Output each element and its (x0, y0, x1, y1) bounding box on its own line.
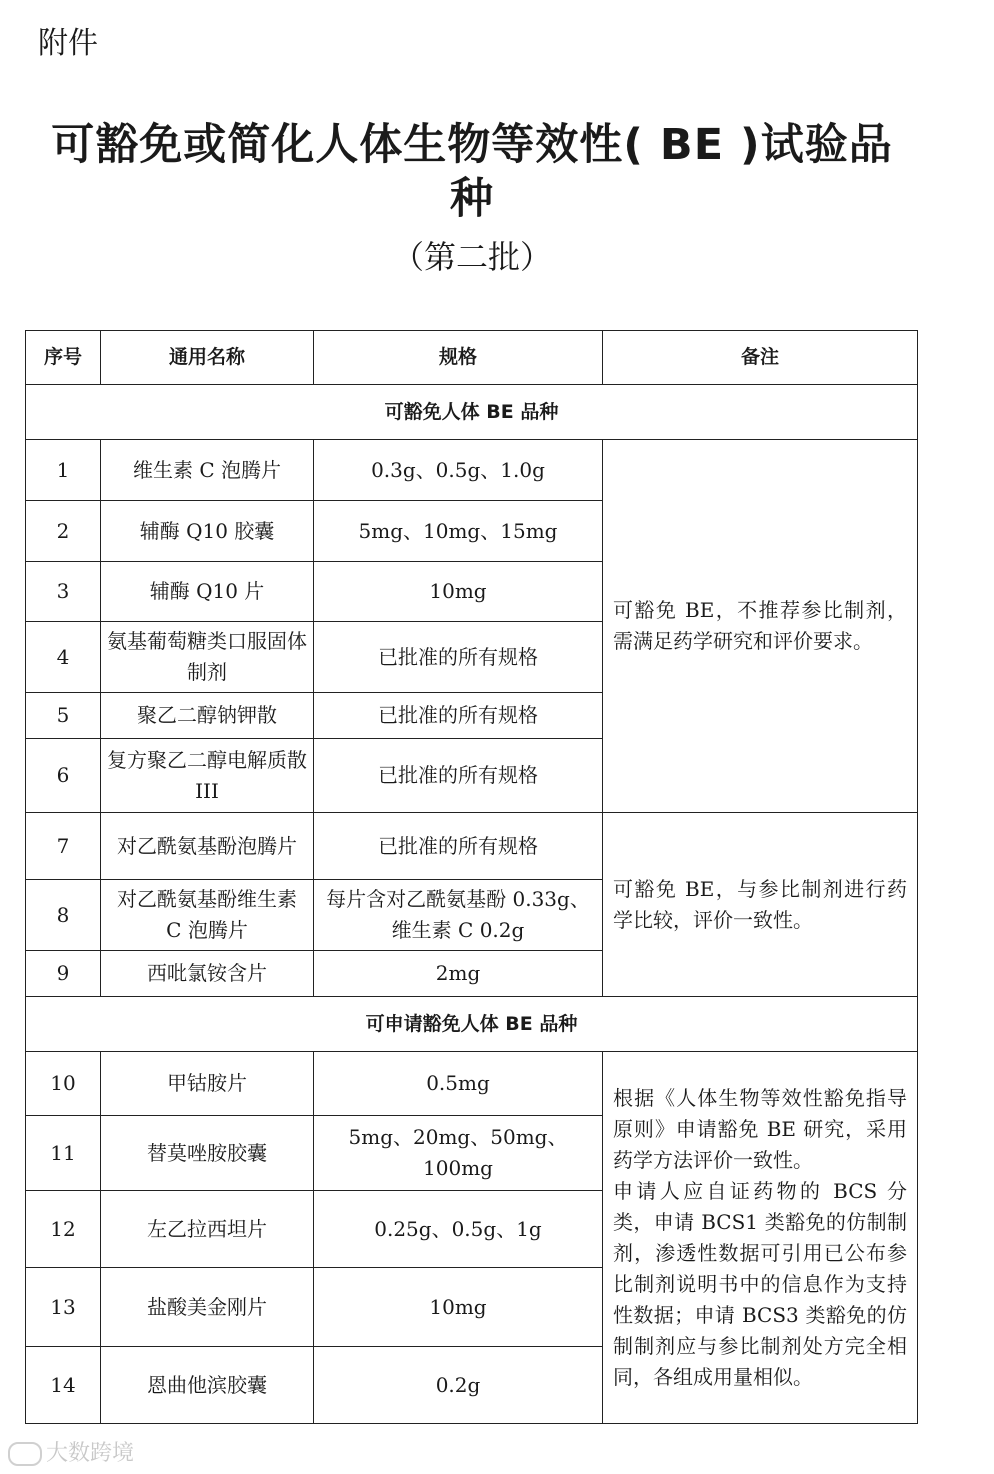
row-spec: 已批准的所有规格 (314, 693, 603, 739)
row-no: 4 (26, 622, 101, 693)
row-name: 左乙拉西坦片 (101, 1191, 314, 1268)
row-name: 替莫唑胺胶囊 (101, 1116, 314, 1191)
row-spec: 5mg、10mg、15mg (314, 501, 603, 562)
row-spec: 10mg (314, 562, 603, 622)
note-group-2: 可豁免 BE，与参比制剂进行药学比较，评价一致性。 (603, 813, 918, 997)
header-note: 备注 (603, 331, 918, 385)
header-spec: 规格 (314, 331, 603, 385)
row-name: 西吡氯铵含片 (101, 951, 314, 997)
row-no: 11 (26, 1116, 101, 1191)
row-spec: 已批准的所有规格 (314, 813, 603, 880)
document-title (0, 118, 944, 226)
row-no: 14 (26, 1347, 101, 1424)
row-no: 12 (26, 1191, 101, 1268)
watermark-text: 大数跨境 (46, 1441, 135, 1466)
row-spec: 0.2g (314, 1347, 603, 1424)
attachment-label: 附件 (38, 26, 98, 61)
row-name: 对乙酰氨基酚泡腾片 (101, 813, 314, 880)
row-name: 盐酸美金刚片 (101, 1268, 314, 1347)
row-name: 恩曲他滨胶囊 (101, 1347, 314, 1424)
row-spec: 0.3g、0.5g、1.0g (314, 440, 603, 501)
row-name: 聚乙二醇钠钾散 (101, 693, 314, 739)
header-row (26, 331, 918, 385)
table-row (26, 813, 918, 880)
row-no: 1 (26, 440, 101, 501)
title-line-1: 可豁免或简化人体生物等效性( BE )试验品 (51, 120, 893, 170)
row-spec: 2mg (314, 951, 603, 997)
row-no: 13 (26, 1268, 101, 1347)
watermark (8, 1436, 134, 1467)
row-no: 9 (26, 951, 101, 997)
row-no: 8 (26, 880, 101, 951)
title-line-2: 种 (450, 174, 494, 224)
row-name: 辅酶 Q10 胶囊 (101, 501, 314, 562)
row-name: 对乙酰氨基酚维生素 C 泡腾片 (101, 880, 314, 951)
row-name: 氨基葡萄糖类口服固体制剂 (101, 622, 314, 693)
section-row (26, 997, 918, 1052)
row-no: 3 (26, 562, 101, 622)
row-name: 维生素 C 泡腾片 (101, 440, 314, 501)
row-no: 6 (26, 739, 101, 813)
row-spec: 已批准的所有规格 (314, 739, 603, 813)
row-no: 10 (26, 1052, 101, 1116)
row-spec: 已批准的所有规格 (314, 622, 603, 693)
header-no: 序号 (26, 331, 101, 385)
table-row (26, 440, 918, 501)
table-row (26, 1052, 918, 1116)
section-row (26, 385, 918, 440)
note-group-3 (603, 1052, 918, 1424)
row-spec: 10mg (314, 1268, 603, 1347)
row-spec: 0.5mg (314, 1052, 603, 1116)
logo-icon (8, 1442, 42, 1466)
row-name: 辅酶 Q10 片 (101, 562, 314, 622)
document-subtitle: （第二批） (391, 238, 552, 276)
be-variety-table (25, 330, 918, 1424)
row-name: 甲钴胺片 (101, 1052, 314, 1116)
row-no: 2 (26, 501, 101, 562)
section-waived: 可豁免人体 BE 品种 (26, 385, 918, 440)
section-may-apply: 可申请豁免人体 BE 品种 (26, 997, 918, 1052)
note-group-1: 可豁免 BE，不推荐参比制剂，需满足药学研究和评价要求。 (603, 440, 918, 813)
row-spec: 每片含对乙酰氨基酚 0.33g、维生素 C 0.2g (314, 880, 603, 951)
header-name: 通用名称 (101, 331, 314, 385)
row-spec: 0.25g、0.5g、1g (314, 1191, 603, 1268)
row-no: 5 (26, 693, 101, 739)
row-no: 7 (26, 813, 101, 880)
row-name: 复方聚乙二醇电解质散III (101, 739, 314, 813)
row-spec: 5mg、20mg、50mg、100mg (314, 1116, 603, 1191)
note-paragraph: 根据《人体生物等效性豁免指导原则》申请豁免 BE 研究，采用药学方法评价一致性。 (613, 1085, 907, 1172)
note-paragraph: 申请人应自证药物的 BCS 分类，申请 BCS1 类豁免的仿制制剂，渗透性数据可引用已公布参比制剂说明书中的信息作为支持性数据；申请 BCS3 类豁免的仿制制剂应与参比制剂处方完全相同，各组成用量相似。 (613, 1178, 907, 1389)
